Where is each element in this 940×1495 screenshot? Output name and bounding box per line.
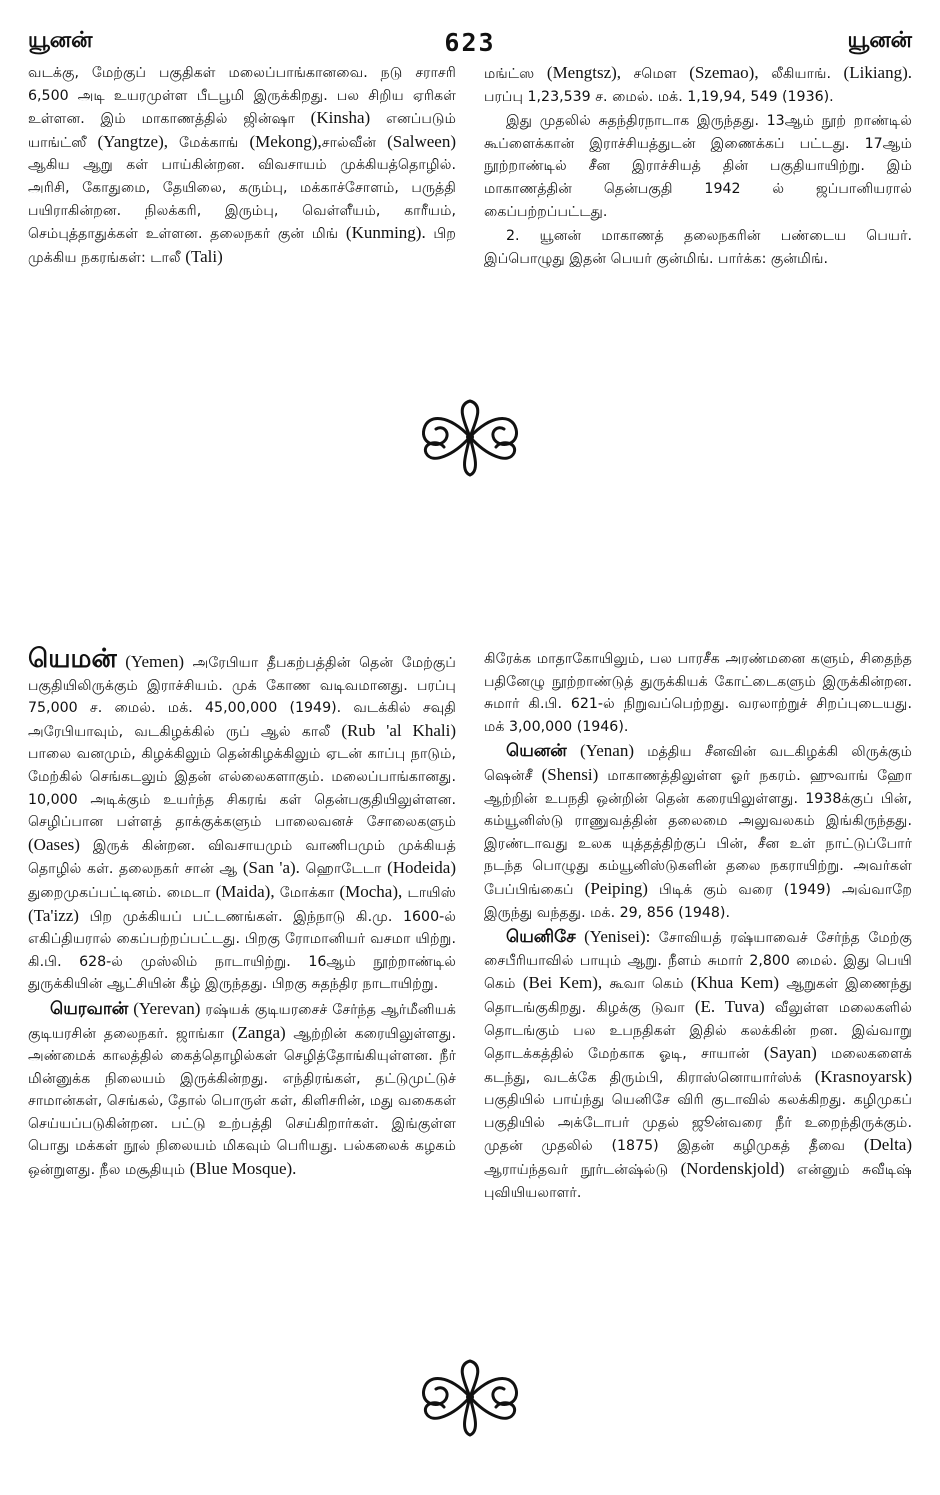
- yunnan-capital-paragraph: 2. யூனன் மாகாணத் தலைநகரின் பண்டைய பெயர். இப்பொழுது இதன் பெயர் குன்மிங். பார்க்க: குன்மிங்.: [484, 228, 912, 267]
- entry-yerevan: யெரவான் (Yerevan) ரஷ்யக் குடியரசைச் சேர்ந்த ஆர்மீனியக் குடியரசின் தலைநகர். ஜாங்கா (Zanga) ஆற்றின் கரையிலுள்ளது. அண்மைக் காலத்தில் கைத்தொழில்கள் செழித்தோங்கியுள்ளன. நீர் மின்னுக்க நிலையம் இருக்கின்றது. எந்திரங்கள், தட்டுமுட்டுச் சாமான்கள், செங்கல், தோல் பொருள் கள், கிளிசரின், மது வகைகள் செய்யப்படுகின்றன. பட்டு உற்பத்தி செய்கிறார்கள். இங்குள்ள பொது மக்கள் நூல் நிலையம் மிகவும் பெரியது. பல்கலைக் கழகம் ஒன்றுளது. நீல மசூதியும் (Blue Mosque).: [28, 998, 456, 1179]
- header-right-word: யூனன்: [847, 28, 912, 53]
- entry-title-yemen: யெமன்: [28, 644, 117, 674]
- entry-title-yenan: யெனன்: [506, 741, 567, 762]
- page-number: 623: [444, 28, 496, 57]
- yunnan-cities-paragraph: மங்ட்ஸ (Mengtsz), சமௌ (Szemao), லீகியாங். (Likiang). பரப்பு 1,23,539 ச. மைல். மக். 1,19,94, 549 (1936).: [484, 63, 912, 105]
- floral-ornament-icon: [410, 395, 530, 479]
- yunnan-history-paragraph: இது முதலில் சுதந்திரநாடாக இருந்தது. 13ஆம் நூற் றாண்டில் கூப்ளைக்கான் இராச்சியத்துடன் இணைக்கப் பட்டது. 17ஆம் நூற்றாண்டில் சீன இராச்சியத் தின் பகுதியாயிற்று. இம் மாகாணத்தின் தென்பகுதி 1942 ல் ஜப்பானியரால் கைப்பற்றப்பட்டது.: [484, 113, 912, 220]
- top-right-column: [484, 62, 912, 270]
- bottom-left-column: [28, 644, 456, 1204]
- yunnan-continued-paragraph: வடக்கு, மேற்குப் பகுதிகள் மலைப்பாங்கானவை. நடு சராசரி 6,500 அடி உயரமுள்ள பீடபூமி இருக்கிறது. பல சிறிய ஏரிகள் உள்ளன. இம் மாகாணத்தில் ஜின்ஷா (Kinsha) எனப்படும் யாங்ட்ஸீ (Yangtze), மேக்காங் (Mekong),சால்வீன் (Salween) ஆகிய ஆறு கள் பாய்கின்றன. விவசாயம் முக்கியத்தொழில். அரிசி, கோதுமை, தேயிலை, கரும்பு, மக்காச்சோளம், பருத்தி பயிராகின்றன. நிலக்கரி, இரும்பு, வெள்ளீயம், காரீயம், செம்புத்தாதுக்கள் உள்ளன. தலைநகர் குன் மிங் (Kunming). பிற முக்கிய நகரங்கள்: டாலீ (Tali): [28, 65, 457, 266]
- running-head: [28, 28, 912, 62]
- ornament-graphic: [410, 395, 530, 479]
- yerevan-continued-paragraph: கிரேக்க மாதாகோயிலும், பல பாரசீக அரண்மனை களும், சிதைந்த பதினேழு நூற்றாண்டுத் துருக்கியக் கோட்டைகளும் இருக்கின்றன. சுமார் கி.பி. 621-ல் நிறுவப்பெற்றது. வரலாற்றுச் சிறப்புடையது. மக் 3,00,000 (1946).: [484, 651, 912, 735]
- floral-ornament-icon: [410, 1355, 530, 1439]
- bottom-right-column: [484, 648, 912, 1204]
- top-section: [28, 62, 912, 270]
- ornament-graphic: [410, 1355, 530, 1439]
- entry-title-yenisei: யெனிசே: [506, 927, 576, 948]
- entry-title-yerevan: யெரவான்: [50, 998, 129, 1019]
- entry-yemen: யெமன் (Yemen) அரேபியா தீபகற்பத்தின் தென் மேற்குப் பகுதியிலிருக்கும் இராச்சியம். முக் கோண வடிவமானது. பரப்பு 75,000 ச. மைல். மக். 45,00,000 (1949). வடக்கில் சவுதி அரேபியாவும், வடகிழக்கில் ருப் ஆல் காலீ (Rub 'al Khali) பாலை வனமும், கிழக்கிலும் தென்கிழக்கிலும் ஏடன் காப்பு நாடும், மேற்கில் செங்கடலும் இதன் எல்லைகளாகும். மலைப்பாங்கானது. 10,000 அடிக்கும் உயர்ந்த சிகரங் கள் தென்பகுதியிலுள்ளன. செழிப்பான பள்ளத் தாக்குக்களும் பாலைவனச் சோலைகளும் (Oases) இருக் கின்றன. விவசாயமும் வாணிபமும் முக்கியத் தொழில் கள். தலைநகர் சான் ஆ (San 'a). ஹொடேடா (Hodeida) துறைமுகப்பட்டினம். மைடா (Maida), மோக்கா (Mocha), டாயிஸ் (Ta'izz) பிற முக்கியப் பட்டணங்கள். இந்நாடு கி.மு. 1600-ல் எகிப்தியரால் கைப்பற்றப்பட்டது. பிறகு ரோமானியர் வசமா யிற்று. கி.பி. 628-ல் முஸ்லிம் நாடாயிற்று. 16ஆம் நூற்றாண்டில் துருக்கியின் ஆட்சியின் கீழ் இருந்தது. பிறகு சுதந்திர நாடாயிற்று.: [28, 644, 456, 993]
- header-left-word: யூனன்: [28, 28, 93, 53]
- entry-yenisei: யெனிசே (Yenisei): சோவியத் ரஷ்யாவைச் சேர்ந்த மேற்கு சைபீரியாவில் பாயும் ஆறு. நீளம் சுமார் 2,800 மைல். இது பெயி கெம் (Bei Kem), கூவா கெம் (Khua Kem) ஆறுகள் இணைந்து தொடங்குகிறது. கிழக்கு டுவா (E. Tuva) வீலுள்ள மலைகளில் தொடங்கும் பல உபநதிகள் இதில் கலக்கின் றன. இவ்வாறு தொடக்கத்தில் மேற்காக ஓடி, சாயான் (Sayan) மலைகளைக் கடந்து, வடக்கே திரும்பி, கிராஸ்னொயார்ஸ்க் (Krasnoyarsk) பகுதியில் பாய்ந்து யெனிசே விரி குடாவில் கலக்கிறது. கழிமுகப் பகுதியில் அக்டோபர் முதல் ஜூன்வரை நீர் உறைந்திருக்கும். முதன் முதலில் (1875) இதன் கழிமுகத் தீவை (Delta) ஆராய்ந்தவர் நூர்டன்ஷ்ல்டு (Nordenskjold) என்னும் சுவீடிஷ் புவியியலாளர்.: [484, 927, 912, 1201]
- top-left-column: [28, 62, 456, 270]
- bottom-section: [28, 644, 913, 1204]
- entry-yenan: யெனன் (Yenan) மத்திய சீனவின் வடகிழக்கி லிருக்கும் ஷென்சீ (Shensi) மாகாணத்திலுள்ள ஓர் நகரம். ஹுவாங் ஹோ ஆற்றின் உபநதி ஒன்றின் தென் கரையிலுள்ளது. 1938க்குப் பின், கம்யூனிஸ்டு ராணுவத்தின் தலைமை அலுவலகம் இங்கிருந்தது. இரண்டாவது உலக யுத்தத்திற்குப் பின், சீன உள் நாட்டுப்போர் நடந்த பொழுது கம்யூனிஸ்டுகளின் தலை நகராயிற்று. அவர்கள் பேப்பிங்கைப் (Peiping) பிடிக் கும் வரை (1949) அவ்வாறே இருந்து வந்தது. மக். 29, 856 (1948).: [484, 741, 913, 921]
